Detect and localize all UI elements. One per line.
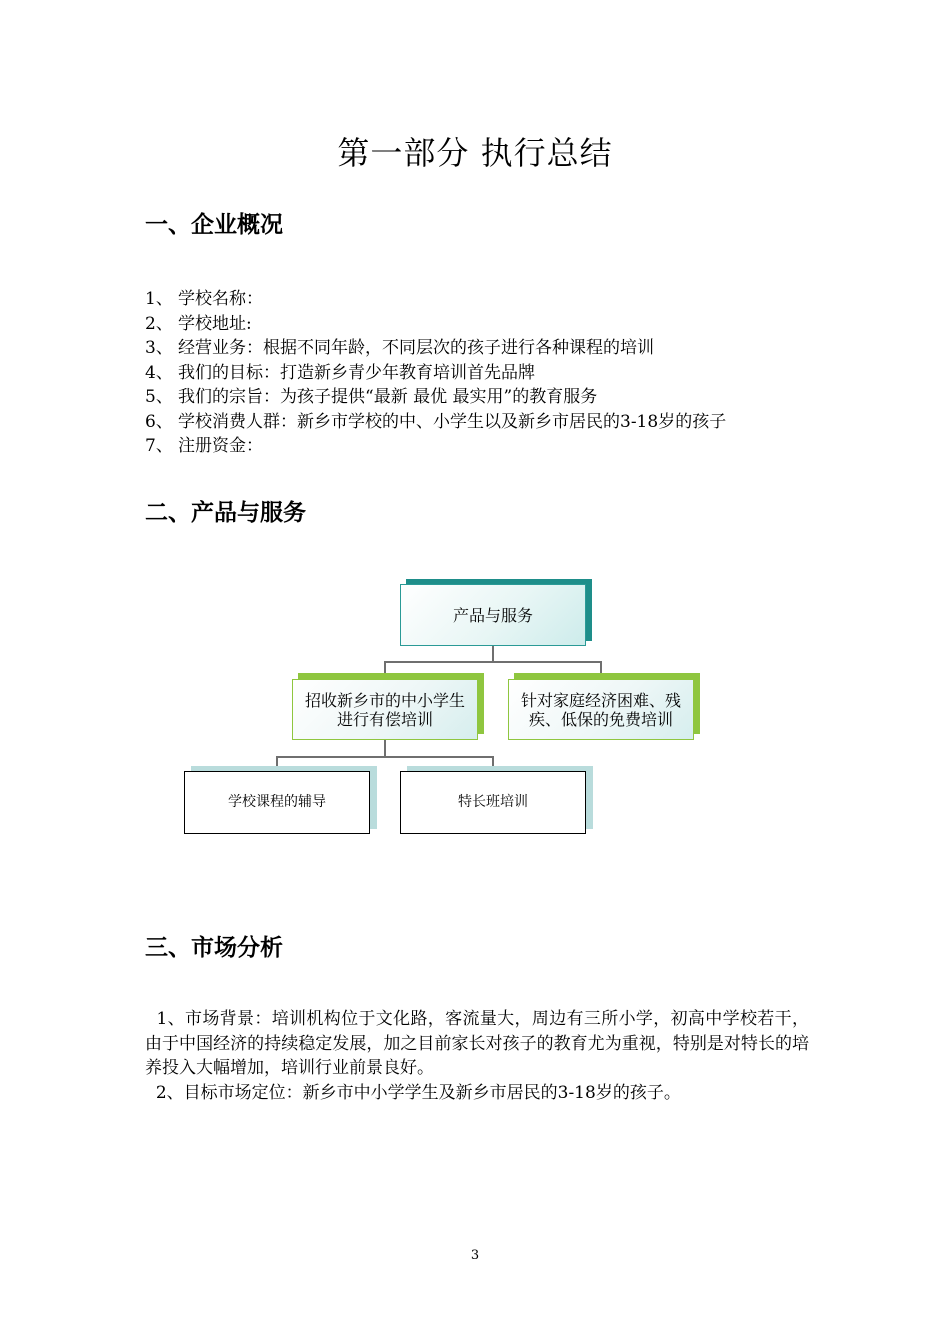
connector-line (384, 661, 602, 663)
list-item-text: 学校名称： (178, 289, 263, 309)
section-heading-market: 三、市场分析 (145, 935, 283, 961)
list-item (145, 410, 726, 435)
list-item (145, 434, 726, 459)
connector-line (492, 646, 494, 662)
diagram-node-school-tutoring (184, 771, 370, 834)
target-market-paragraph: 2、目标市场定位：新乡市中小学学生及新乡市居民的3-18岁的孩子。 (145, 1083, 681, 1103)
section-heading-overview: 一、企业概况 (145, 212, 283, 238)
list-item-text: 学校消费人群：新乡市学校的中、小学生以及新乡市居民的3-18岁的孩子 (178, 411, 727, 432)
list-item (145, 312, 726, 337)
list-item (145, 385, 726, 410)
list-item-text: 经营业务：根据不同年龄，不同层次的孩子进行各种课程的培训 (178, 338, 654, 358)
diagram-node-label: 学校课程的辅导 (228, 794, 326, 810)
connector-line (276, 756, 278, 767)
diagram-node-label: 特长班培训 (458, 794, 528, 810)
diagram-node-label: 产品与服务 (452, 605, 533, 625)
list-item-number: 6、 (145, 411, 173, 432)
list-item-text: 学校地址: (178, 313, 252, 334)
page-title: 第一部分 执行总结 (337, 134, 613, 172)
list-item-number: 2、 (145, 313, 173, 334)
diagram-node-paid-training (292, 679, 478, 740)
page-number: 3 (470, 1248, 480, 1263)
list-item (145, 361, 726, 386)
connector-line (600, 661, 602, 674)
diagram-node-label: 招收新乡市的中小学生 进行有偿培训 (304, 690, 465, 729)
list-item-text: 注册资金： (178, 436, 263, 456)
connector-line (492, 756, 494, 767)
list-item-text: 我们的宗旨：为孩子提供“最新 最优 最实用”的教育服务 (178, 387, 598, 407)
diagram-node-free-training (508, 679, 694, 740)
diagram-node-specialty-class (400, 771, 586, 834)
section-heading-products: 二、产品与服务 (145, 500, 306, 526)
list-item-number: 4、 (145, 362, 173, 383)
overview-list (145, 287, 726, 459)
connector-line (384, 661, 386, 674)
connector-line (276, 756, 494, 758)
list-item-number: 5、 (145, 387, 173, 407)
market-background-paragraph: 1、市场背景：培训机构位于文化路，客流量大，周边有三所小学，初高中学校若干，由于中国经济的持续稳定发展，加之目前家长对孩子的教育尤为重视，特别是对特长的培养投入大幅增加，培训行业前景良好。 (145, 1009, 809, 1078)
list-item-number: 3、 (145, 338, 173, 358)
list-item-number: 1、 (145, 289, 173, 309)
list-item-number: 7、 (145, 436, 173, 456)
connector-line (384, 740, 386, 757)
list-item (145, 287, 726, 312)
list-item (145, 336, 726, 361)
diagram-node-root (400, 584, 586, 646)
diagram-node-label: 针对家庭经济困难、残 疾、低保的免费培训 (520, 690, 681, 729)
list-item-text: 我们的目标：打造新乡青少年教育培训首先品牌 (178, 362, 535, 383)
